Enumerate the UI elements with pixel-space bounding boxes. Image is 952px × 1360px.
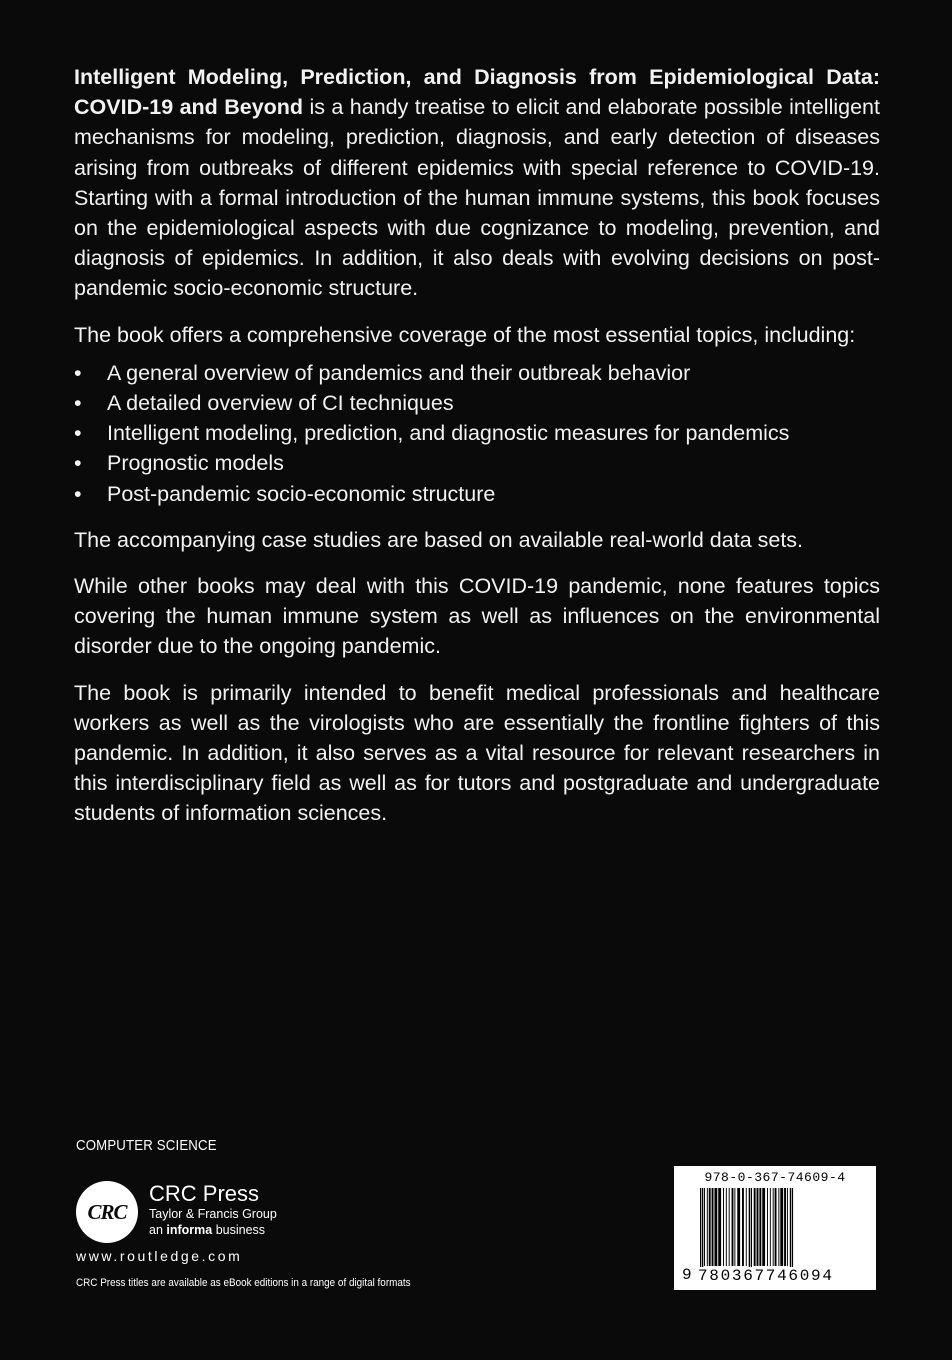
barcode-guard-bar	[792, 1188, 793, 1276]
isbn-barcode	[674, 1166, 876, 1290]
list-item: • A detailed overview of CI techniques	[74, 388, 880, 418]
barcode-bar	[742, 1188, 744, 1266]
barcode-bar	[704, 1188, 705, 1266]
bullet-icon: •	[74, 360, 82, 385]
barcode-lead-digit: 9	[682, 1266, 692, 1284]
publisher-group: Taylor & Francis Group	[149, 1207, 277, 1221]
audience-paragraph: The book is primarily intended to benefit medical professionals and healthcare workers as well as the virologists who are essentially the frontline fighters of this pandemic. In addition, it also serves as a vital resource for relevant researchers in this interdisciplinary field as well as for tutors and postgraduate and undergraduate students of information sciences.	[74, 680, 880, 826]
list-item: • Prognostic models	[74, 448, 880, 478]
barcode-bar	[784, 1188, 786, 1266]
publisher-block	[149, 1182, 277, 1238]
barcode-digits: 780367746094	[698, 1267, 870, 1285]
bullet-icon: •	[74, 421, 82, 446]
list-item: • Intelligent modeling, prediction, and diagnostic measures for pandemics	[74, 418, 880, 448]
barcode-bar	[726, 1188, 727, 1266]
barcode-guard-bar	[751, 1188, 752, 1276]
barcode-guard-bar	[790, 1188, 791, 1276]
barcode-bar	[759, 1188, 761, 1266]
barcode-bar	[787, 1188, 788, 1266]
barcode-bar	[770, 1188, 771, 1266]
barcode-bar	[754, 1188, 756, 1266]
barcode-bar	[712, 1188, 714, 1266]
barcode-bar	[780, 1188, 783, 1266]
book-title: Intelligent Modeling, Prediction, and Diagnosis from Epidemiological Data: COVID-19 and Beyond	[74, 65, 880, 120]
subject-category: COMPUTER SCIENCE	[76, 1137, 217, 1154]
barcode-bar	[737, 1188, 740, 1266]
bullet-icon: •	[74, 391, 82, 416]
barcode-guard-bar	[700, 1188, 701, 1276]
comparison-paragraph: While other books may deal with this COVID-19 pandemic, none features topics covering the human immune system as well as influences on the environmental disorder due to the ongoing pandemic.	[74, 574, 880, 659]
coverage-intro: The book offers a comprehensive coverage of the most essential topics, including:	[74, 322, 856, 347]
barcode-bar	[773, 1188, 774, 1266]
barcode-bar	[729, 1188, 730, 1266]
barcode-bar	[757, 1188, 759, 1266]
intro-text: is a handy treatise to elicit and elaborate possible intelligent mechanisms for modeling, prediction, diagnosis, and early detection of diseases arising from outbreaks of different epidemics with special reference to COVID-19. Starting with a formal introduction of the human immune systems, this book focuses on the epidemiological aspects with due cognizance to modeling, prevention, and diagnosis of epidemics. In addition, it also deals with evolving decisions on post-pandemic socio-economic structure.	[74, 95, 880, 301]
barcode-bar	[746, 1188, 747, 1266]
isbn-number: 978-0-367-74609-4	[704, 1170, 846, 1185]
barcode-guard-bar	[749, 1188, 750, 1276]
barcode-bar	[762, 1188, 765, 1266]
crc-logo-icon: CRC	[76, 1181, 138, 1243]
barcode-bar	[714, 1188, 717, 1266]
intro-paragraph	[74, 62, 880, 304]
barcode-bar	[732, 1188, 734, 1266]
case-studies-paragraph: The accompanying case studies are based on available real-world data sets.	[74, 527, 804, 552]
list-item: • A general overview of pandemics and their outbreak behavior	[74, 358, 880, 388]
barcode-bar	[707, 1188, 708, 1266]
list-item: • Post-pandemic socio-economic structure	[74, 479, 880, 509]
barcode-bar	[775, 1188, 777, 1266]
barcode-bar	[734, 1188, 735, 1266]
publisher-name: CRC Press	[149, 1181, 260, 1206]
publisher-tagline: an informa business	[149, 1223, 266, 1237]
barcode-bar	[767, 1188, 768, 1266]
barcode-bars	[698, 1188, 870, 1276]
bullet-icon: •	[74, 481, 82, 506]
ebook-note: CRC Press titles are available as eBook editions in a range of digital formats	[76, 1277, 411, 1289]
back-cover-description	[74, 62, 880, 845]
bullet-icon: •	[74, 451, 82, 476]
barcode-guard-bar	[702, 1188, 703, 1276]
barcode-bar	[723, 1188, 724, 1266]
barcode-bar	[718, 1188, 721, 1266]
barcode-bar	[709, 1188, 711, 1266]
barcode-bar	[778, 1188, 779, 1266]
website-link[interactable]: www.routledge.com	[76, 1248, 243, 1264]
topics-list	[74, 358, 880, 509]
